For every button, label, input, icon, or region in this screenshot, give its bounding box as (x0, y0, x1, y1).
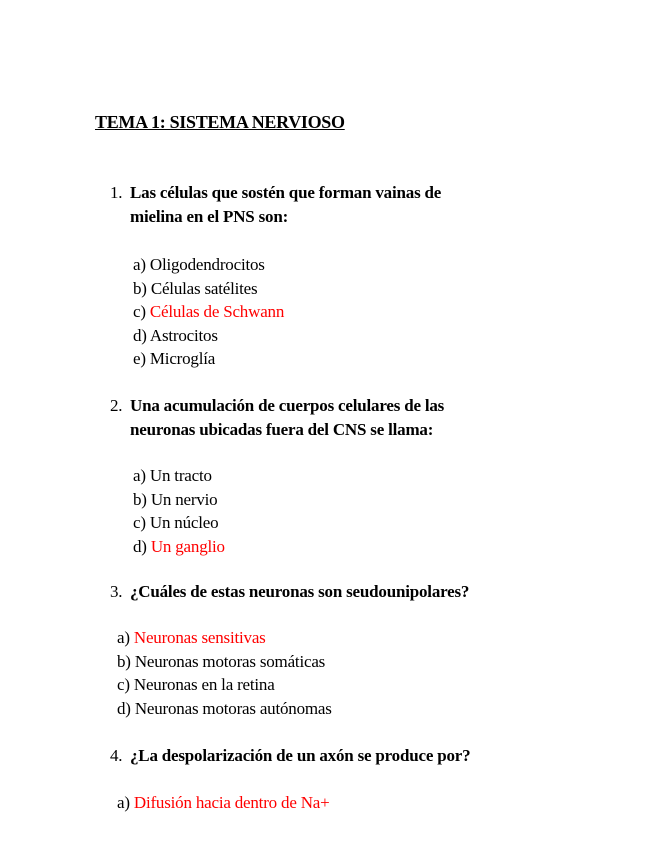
option-label: b) (133, 278, 147, 298)
option-d (117, 697, 332, 721)
option-label: e) (133, 349, 146, 368)
option-text: Neuronas motoras somáticas (134, 651, 326, 671)
options-list-2 (133, 464, 225, 558)
option-b (133, 277, 284, 301)
correct-answer-text: Un ganglio (150, 536, 225, 556)
option-text: Microglía (149, 349, 216, 368)
option-e (133, 347, 284, 371)
option-label: d) (117, 698, 131, 718)
question-text-line2: neuronas ubicadas fuera del CNS se llama: (130, 420, 434, 439)
option-a (117, 791, 330, 815)
question-number: 3. (110, 582, 123, 601)
page-title: TEMA 1: SISTEMA NERVIOSO (95, 112, 345, 132)
option-text: Un núcleo (149, 513, 219, 532)
question-text-line2: mielina en el PNS son: (130, 207, 289, 226)
question-3 (110, 580, 469, 604)
question-2 (110, 394, 444, 442)
option-label: b) (133, 489, 147, 509)
option-c (117, 673, 332, 697)
option-label: c) (117, 675, 130, 694)
question-number: 1. (110, 183, 123, 202)
option-text: Un nervio (150, 489, 218, 509)
question-4 (110, 744, 470, 768)
question-number: 4. (110, 746, 123, 765)
option-text: Células satélites (150, 278, 258, 298)
option-c (133, 300, 284, 324)
option-label: a) (133, 255, 146, 274)
correct-answer-text: Difusión hacia dentro de Na+ (133, 793, 330, 812)
option-text: Neuronas en la retina (133, 675, 275, 694)
correct-answer-text: Células de Schwann (149, 302, 285, 321)
option-label: d) (133, 325, 147, 345)
question-1 (110, 181, 441, 229)
option-label: c) (133, 513, 146, 532)
option-b (133, 488, 225, 512)
option-label: b) (117, 651, 131, 671)
options-list-3 (117, 626, 332, 720)
option-d (133, 324, 284, 348)
question-text-line1: ¿Cuáles de estas neuronas son seudounipolares? (130, 582, 470, 601)
option-text: Neuronas motoras autónomas (134, 698, 332, 718)
option-c (133, 511, 225, 535)
option-label: a) (117, 628, 130, 647)
question-text-line1: Las células que sostén que forman vainas de (130, 183, 442, 202)
options-list-1 (133, 253, 284, 371)
option-a (133, 253, 284, 277)
option-label: a) (133, 466, 146, 485)
option-b (117, 650, 332, 674)
question-number: 2. (110, 396, 123, 415)
option-text: Un tracto (149, 466, 212, 485)
option-label: a) (117, 793, 130, 812)
question-text-line1: Una acumulación de cuerpos celulares de las (130, 396, 445, 415)
options-list-4 (117, 791, 330, 815)
option-text: Astrocitos (149, 325, 218, 345)
question-text-line1: ¿La despolarización de un axón se produce por? (130, 746, 471, 765)
option-label: d) (133, 536, 147, 556)
option-a (133, 464, 225, 488)
option-d (133, 535, 225, 559)
option-text: Oligodendrocitos (149, 255, 265, 274)
option-a (117, 626, 332, 650)
option-label: c) (133, 302, 146, 321)
correct-answer-text: Neuronas sensitivas (133, 628, 266, 647)
